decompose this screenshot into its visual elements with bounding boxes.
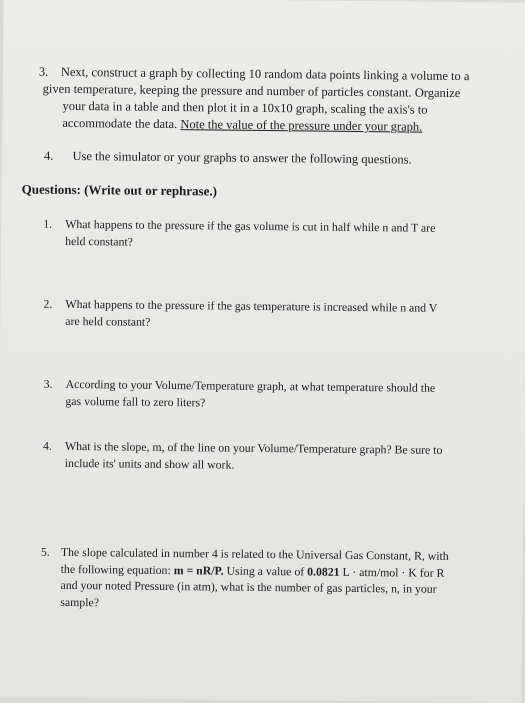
question-1-line-1: What happens to the pressure if the gas volume is cut in half while n and T are: [65, 216, 436, 235]
question-2-line-1: What happens to the pressure if the gas temperature is increased while n and V: [65, 296, 438, 315]
question-2-number: 2.: [43, 296, 53, 311]
question-2-line-2: are held constant?: [65, 313, 151, 329]
question-2: [43, 296, 453, 333]
question-4-line-1: What is the slope, m, of the line on your Volume/Temperature graph? Be sure to: [64, 438, 443, 457]
instruction-3-line-2: given temperature, keeping the pressure and number of particles constant. Organize: [42, 81, 461, 101]
question-1-line-2: held constant?: [65, 233, 134, 249]
gas-constant-value: 0.0821: [307, 563, 340, 579]
question-5-line-2-post: L · atm/mol · K for R: [342, 564, 445, 580]
question-3-line-2: gas volume fall to zero liters?: [65, 393, 206, 409]
question-5: [40, 544, 451, 614]
instruction-4: [44, 148, 412, 169]
question-3: [43, 376, 453, 413]
instruction-3-line-1: Next, construct a graph by collecting 10 random data points linking a volume to a: [60, 64, 470, 84]
question-4: [43, 438, 453, 475]
question-3-number: 3.: [43, 376, 53, 391]
instruction-3: [38, 64, 489, 137]
question-5-line-4: sample?: [60, 594, 100, 609]
question-4-number: 4.: [42, 438, 52, 453]
questions-header: Questions: (Write out or rephrase.): [21, 181, 218, 199]
question-3-line-1: According to your Volume/Temperature graph, at what temperature should the: [65, 376, 436, 395]
question-5-line-2-pre: the following equation:: [60, 561, 171, 577]
question-5-line-2-mid: Using a value of: [226, 563, 305, 578]
pressure-note-underlined: Note the value of the pressure under your graph.: [180, 117, 423, 134]
instruction-3-line-3: your data in a table and then plot it in a 10x10 graph, scaling the axis's to: [62, 98, 428, 117]
instruction-4-number: 4.: [43, 148, 54, 163]
instruction-3-line-4-text: accommodate the data.: [62, 115, 178, 132]
question-1-number: 1.: [43, 216, 53, 231]
question-4-line-2: include its' units and show all work.: [64, 455, 235, 472]
instruction-4-text: Use the simulator or your graphs to answer the following questions.: [72, 149, 412, 167]
slope-equation: m = nR/P.: [173, 562, 224, 578]
question-1: [43, 216, 453, 253]
instruction-3-number: 3.: [38, 64, 49, 79]
question-5-line-1: The slope calculated in number 4 is related to the Universal Gas Constant, R, with: [60, 544, 449, 563]
question-5-line-3: and your noted Pressure (in atm), what is the number of gas particles, n, in your: [60, 577, 437, 596]
question-5-number: 5.: [40, 544, 50, 559]
